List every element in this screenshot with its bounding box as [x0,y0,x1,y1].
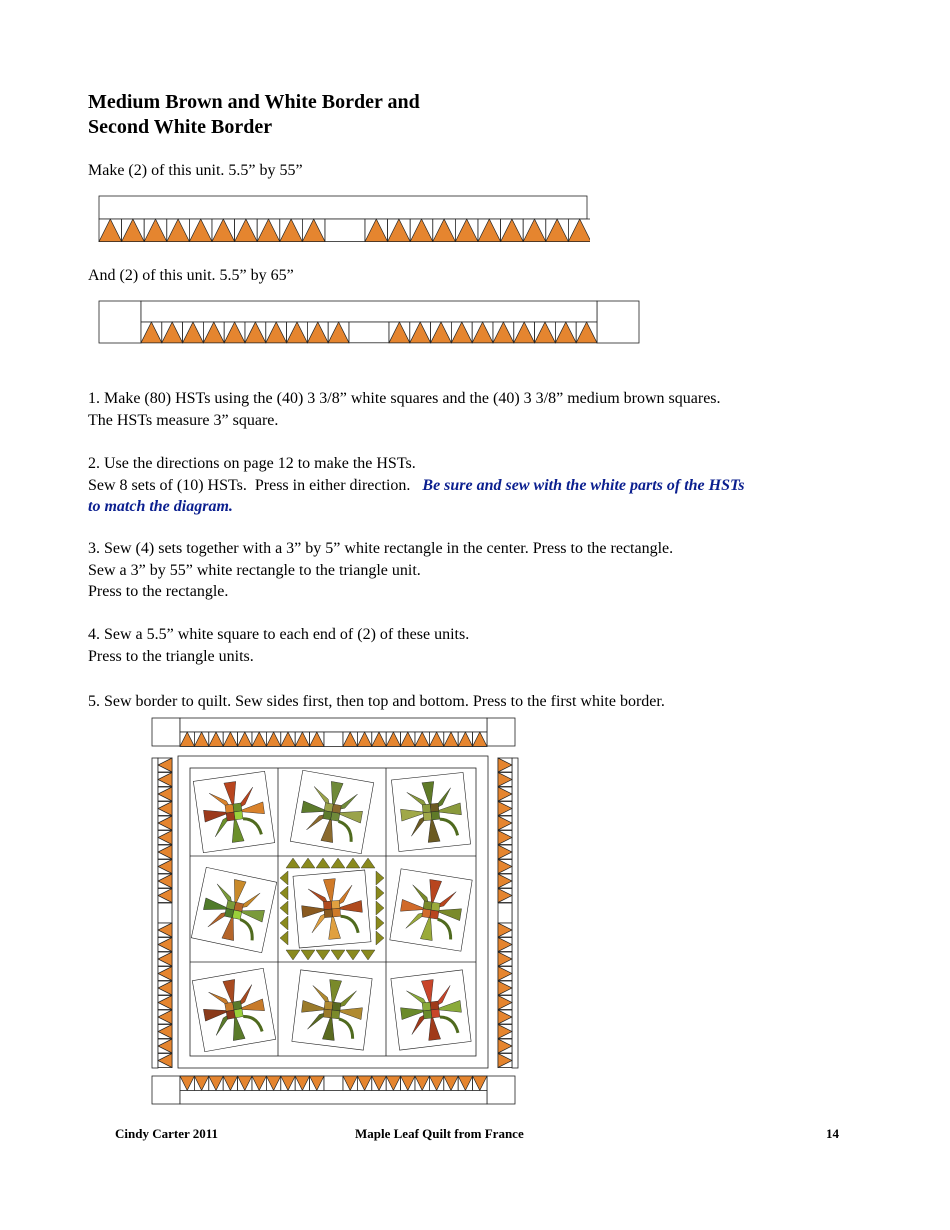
corner-white-square [152,718,180,746]
step-1-line-2: The HSTs measure 3” square. [88,411,279,429]
center-white-rectangle [324,732,343,746]
leaf-center-patch [430,803,439,812]
step-2-plain-text: Sew 8 sets of (10) HSTs. Press in either direction. [88,476,423,494]
corner-white-square [487,1076,515,1104]
leaf-center-patch [423,1010,432,1019]
leaf-center-patch [422,1002,431,1011]
end-white-square [99,301,141,343]
leaf-center-patch [332,804,341,813]
leaf-center-patch [331,1010,340,1019]
step-3-line-1: 3. Sew (4) sets together with a 3” by 5” white rectangle in the center. Press to the rectangle. [88,540,674,557]
corner-white-square [487,718,515,746]
footer-author: Cindy Carter 2011 [115,1126,219,1141]
leaf-center-patch [232,910,241,919]
maple-leaf-block [391,970,471,1050]
leaf-center-patch [331,900,340,909]
end-white-square [597,301,639,343]
unit-b-diagram [98,300,642,346]
step-3-line-2: Sew a 3” by 55” white rectangle to the triangle unit. [88,561,421,579]
white-rectangle-strip [180,718,487,732]
step-2-line-2 [88,475,745,497]
maple-leaf-block [290,770,373,853]
page-title-line-2: Second White Border [88,116,273,138]
step-1 [88,388,721,431]
center-white-rectangle [324,1076,343,1090]
leaf-center-patch [323,1009,332,1018]
leaf-center-patch [324,909,333,918]
white-rectangle-strip [180,1090,487,1104]
leaf-center-patch [225,804,234,813]
leaf-center-patch [323,811,332,820]
leaf-center-patch [430,1001,439,1010]
center-white-rectangle [158,903,172,923]
maple-leaf-block [390,869,472,951]
maple-leaf-block [292,970,372,1050]
leaf-center-patch [234,811,243,820]
maple-leaf-block [193,771,274,852]
center-white-rectangle [325,219,365,242]
step-2 [88,453,745,518]
leaf-center-patch [430,910,439,919]
page-number: 14 [826,1126,839,1141]
step-1-line-1: 1. Make (80) HSTs using the (40) 3 3/8” white squares and the (40) 3 3/8” medium brown squares. [88,390,721,407]
center-white-rectangle [498,903,512,923]
white-rectangle-strip [141,301,597,322]
maple-leaf-block [293,870,371,948]
step-2-emphasis: Be sure and sew with the white parts of the HSTs [422,476,745,494]
leaf-center-patch [422,804,431,813]
footer-title: Maple Leaf Quilt from France [355,1126,524,1141]
center-white-rectangle [349,322,389,343]
leaf-center-patch [423,901,432,910]
leaf-center-patch [226,1010,235,1019]
step-3-line-3: Press to the rectangle. [88,583,229,600]
quilt-assembly-diagram [150,716,530,1106]
leaf-center-patch [323,901,332,910]
leaf-center-patch [431,1009,440,1018]
maple-leaf-block [191,867,276,952]
unit-a-label: Make (2) of this unit. 5.5” by 55” [88,162,303,179]
white-rectangle-strip [99,196,587,219]
leaf-center-patch [331,812,340,821]
step-5-line-1: 5. Sew border to quilt. Sew sides first, then top and bottom. Press to the first white border. [88,693,665,710]
step-5 [88,691,665,713]
white-rectangle-strip [512,758,518,1068]
leaf-center-patch [234,1009,243,1018]
white-rectangle-strip [152,758,158,1068]
leaf-center-patch [431,902,440,911]
leaf-center-patch [431,811,440,820]
leaf-center-patch [324,1001,333,1010]
step-2-emphasis-line-3: to match the diagram. [88,498,233,515]
leaf-center-patch [332,1002,341,1011]
step-3 [88,538,673,603]
page-title [88,90,420,140]
leaf-center-patch [233,803,242,812]
unit-a-diagram [98,195,590,245]
step-4 [88,624,469,667]
maple-leaf-block [391,772,470,851]
step-4-line-2: Press to the triangle units. [88,647,254,665]
leaf-center-patch [422,909,431,918]
page-title-line-1: Medium Brown and White Border and [88,91,420,113]
step-4-line-1: 4. Sew a 5.5” white square to each end of (2) of these units. [88,626,470,643]
leaf-center-patch [233,1001,242,1010]
step-2-line-1: 2. Use the directions on page 12 to make the HSTs. [88,455,416,472]
unit-b-label: And (2) of this unit. 5.5” by 65” [88,267,294,284]
maple-leaf-block [192,968,275,1051]
corner-white-square [152,1076,180,1104]
leaf-center-patch [225,1002,234,1011]
leaf-center-patch [324,803,333,812]
leaf-center-patch [332,908,341,917]
leaf-center-patch [423,812,432,821]
leaf-center-patch [226,812,235,821]
